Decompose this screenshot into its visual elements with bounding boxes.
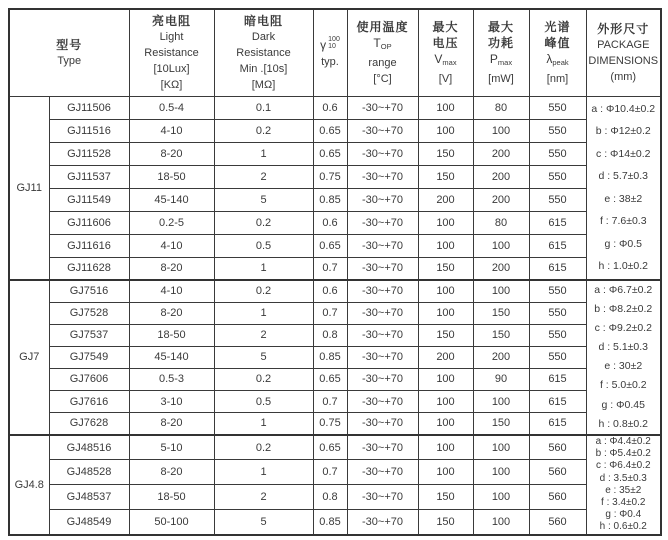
light-resistance-cell: 0.5-4 bbox=[129, 96, 214, 119]
temp-range-cell: -30~+70 bbox=[347, 368, 418, 390]
temp-range-cell: -30~+70 bbox=[347, 142, 418, 165]
spectral-peak-cell: 550 bbox=[529, 346, 586, 368]
table-row bbox=[9, 390, 661, 412]
max-power-cell: 100 bbox=[473, 119, 529, 142]
light-resistance-cell: 18-50 bbox=[129, 165, 214, 188]
max-power-cell: 150 bbox=[473, 302, 529, 324]
column-header-max-power: 最大 功耗 $P_{max}$ [mW] bbox=[473, 9, 529, 96]
max-voltage-cell: 100 bbox=[418, 280, 473, 302]
light-resistance-cell: 8-20 bbox=[129, 460, 214, 485]
gamma-cell: 0.7 bbox=[313, 257, 347, 280]
model-cell: GJ11528 bbox=[49, 142, 129, 165]
temp-range-cell: -30~+70 bbox=[347, 485, 418, 510]
temp-range-cell: -30~+70 bbox=[347, 413, 418, 435]
max-voltage-cell: 100 bbox=[418, 211, 473, 234]
gamma-cell: 0.75 bbox=[313, 413, 347, 435]
max-power-cell: 200 bbox=[473, 188, 529, 211]
dark-resistance-cell: 5 bbox=[214, 188, 313, 211]
dark-resistance-cell: 2 bbox=[214, 165, 313, 188]
temp-range-cell: -30~+70 bbox=[347, 390, 418, 412]
max-power-cell: 200 bbox=[473, 257, 529, 280]
table-row bbox=[9, 460, 661, 485]
model-cell: GJ7516 bbox=[49, 280, 129, 302]
max-power-cell: 100 bbox=[473, 280, 529, 302]
gamma-cell: 0.65 bbox=[313, 119, 347, 142]
model-cell: GJ11537 bbox=[49, 165, 129, 188]
max-power-cell: 100 bbox=[473, 234, 529, 257]
spectral-peak-cell: 550 bbox=[529, 142, 586, 165]
max-voltage-cell: 100 bbox=[418, 96, 473, 119]
dark-resistance-cell: 5 bbox=[214, 346, 313, 368]
light-resistance-cell: 45-140 bbox=[129, 188, 214, 211]
column-header-light-resistance: 亮电阻 Light Resistance [10Lux] [KΩ] bbox=[129, 9, 214, 96]
gamma-cell: 0.6 bbox=[313, 211, 347, 234]
max-power-cell: 90 bbox=[473, 368, 529, 390]
temp-range-cell: -30~+70 bbox=[347, 96, 418, 119]
dark-resistance-cell: 1 bbox=[214, 413, 313, 435]
model-cell: GJ48528 bbox=[49, 460, 129, 485]
gamma-cell: 0.65 bbox=[313, 435, 347, 460]
temp-range-cell: -30~+70 bbox=[347, 211, 418, 234]
max-voltage-cell: 100 bbox=[418, 390, 473, 412]
column-header-dark-resistance: 暗电阻 Dark Resistance Min .[10s] [MΩ] bbox=[214, 9, 313, 96]
gamma-cell: 0.85 bbox=[313, 346, 347, 368]
max-power-cell: 80 bbox=[473, 96, 529, 119]
max-voltage-cell: 150 bbox=[418, 165, 473, 188]
model-cell: GJ11606 bbox=[49, 211, 129, 234]
light-resistance-cell: 5-10 bbox=[129, 435, 214, 460]
spectral-peak-cell: 615 bbox=[529, 234, 586, 257]
dark-resistance-cell: 1 bbox=[214, 142, 313, 165]
table-row bbox=[9, 510, 661, 535]
dark-resistance-cell: 2 bbox=[214, 485, 313, 510]
table-row bbox=[9, 413, 661, 435]
spectral-peak-cell: 560 bbox=[529, 485, 586, 510]
dark-resistance-cell: 2 bbox=[214, 324, 313, 346]
max-voltage-cell: 150 bbox=[418, 510, 473, 535]
max-voltage-cell: 150 bbox=[418, 324, 473, 346]
light-resistance-cell: 50-100 bbox=[129, 510, 214, 535]
spectral-peak-cell: 615 bbox=[529, 390, 586, 412]
temp-range-cell: -30~+70 bbox=[347, 324, 418, 346]
temp-range-cell: -30~+70 bbox=[347, 302, 418, 324]
max-power-cell: 100 bbox=[473, 460, 529, 485]
dark-resistance-cell: 5 bbox=[214, 510, 313, 535]
max-voltage-cell: 150 bbox=[418, 485, 473, 510]
max-power-cell: 80 bbox=[473, 211, 529, 234]
model-cell: GJ11628 bbox=[49, 257, 129, 280]
spectral-peak-cell: 560 bbox=[529, 435, 586, 460]
light-resistance-cell: 18-50 bbox=[129, 324, 214, 346]
max-power-cell: 200 bbox=[473, 142, 529, 165]
spectral-peak-cell: 550 bbox=[529, 96, 586, 119]
max-power-cell: 100 bbox=[473, 390, 529, 412]
table-row bbox=[9, 257, 661, 280]
light-resistance-cell: 4-10 bbox=[129, 280, 214, 302]
column-header-spectral-peak: 光谱 峰值 $\lambda_{peak}$ [nm] bbox=[529, 9, 586, 96]
dark-resistance-cell: 0.2 bbox=[214, 119, 313, 142]
light-resistance-cell: 4-10 bbox=[129, 119, 214, 142]
table-header-row bbox=[9, 9, 661, 96]
spectral-peak-cell: 550 bbox=[529, 302, 586, 324]
max-power-cell: 100 bbox=[473, 510, 529, 535]
max-power-cell: 200 bbox=[473, 346, 529, 368]
temp-range-cell: -30~+70 bbox=[347, 257, 418, 280]
table-row bbox=[9, 302, 661, 324]
max-voltage-cell: 150 bbox=[418, 257, 473, 280]
column-header-operating-temperature: 使用温度 $T_{OP}$ range [°C] bbox=[347, 9, 418, 96]
table-row bbox=[9, 485, 661, 510]
light-resistance-cell: 4-10 bbox=[129, 234, 214, 257]
gamma-cell: 0.8 bbox=[313, 485, 347, 510]
light-resistance-cell: 0.2-5 bbox=[129, 211, 214, 234]
temp-range-cell: -30~+70 bbox=[347, 234, 418, 257]
max-voltage-cell: 100 bbox=[418, 435, 473, 460]
temp-range-cell: -30~+70 bbox=[347, 165, 418, 188]
dark-resistance-cell: 0.2 bbox=[214, 280, 313, 302]
light-resistance-cell: 3-10 bbox=[129, 390, 214, 412]
table-row bbox=[9, 346, 661, 368]
model-cell: GJ11616 bbox=[49, 234, 129, 257]
max-voltage-cell: 100 bbox=[418, 302, 473, 324]
table-row bbox=[9, 368, 661, 390]
table-row bbox=[9, 435, 661, 460]
photoresistor-spec-table bbox=[8, 8, 662, 536]
table-row bbox=[9, 234, 661, 257]
gamma-cell: 0.65 bbox=[313, 142, 347, 165]
package-dimensions-cell: a : Φ10.4±0.2 b : Φ12±0.2 c : Φ14±0.2 d : 5.7±0.3 e : 38±2 f : 7.6±0.3 g : Φ0.5 h : 1.0±0.2 bbox=[586, 96, 661, 280]
light-resistance-cell: 45-140 bbox=[129, 346, 214, 368]
max-voltage-cell: 100 bbox=[418, 413, 473, 435]
max-voltage-cell: 200 bbox=[418, 346, 473, 368]
group-label-GJ11: GJ11 bbox=[9, 96, 49, 280]
group-label-GJ4.8: GJ4.8 bbox=[9, 435, 49, 535]
dark-resistance-cell: 0.2 bbox=[214, 211, 313, 234]
gamma-cell: 0.65 bbox=[313, 368, 347, 390]
table-row bbox=[9, 188, 661, 211]
table-row bbox=[9, 211, 661, 234]
gamma-cell: 0.85 bbox=[313, 510, 347, 535]
spectral-peak-cell: 615 bbox=[529, 257, 586, 280]
dark-resistance-cell: 0.5 bbox=[214, 390, 313, 412]
light-resistance-cell: 18-50 bbox=[129, 485, 214, 510]
spectral-peak-cell: 550 bbox=[529, 119, 586, 142]
light-resistance-cell: 8-20 bbox=[129, 302, 214, 324]
dark-resistance-cell: 0.2 bbox=[214, 435, 313, 460]
spectral-peak-cell: 560 bbox=[529, 460, 586, 485]
column-header-type: 型号 Type bbox=[9, 9, 129, 96]
spectral-peak-cell: 615 bbox=[529, 413, 586, 435]
spectral-peak-cell: 550 bbox=[529, 188, 586, 211]
temp-range-cell: -30~+70 bbox=[347, 119, 418, 142]
dark-resistance-cell: 0.5 bbox=[214, 234, 313, 257]
table-row bbox=[9, 324, 661, 346]
table-body bbox=[9, 96, 661, 535]
model-cell: GJ7537 bbox=[49, 324, 129, 346]
dark-resistance-cell: 1 bbox=[214, 460, 313, 485]
max-voltage-cell: 100 bbox=[418, 368, 473, 390]
max-voltage-cell: 100 bbox=[418, 460, 473, 485]
spectral-peak-cell: 615 bbox=[529, 368, 586, 390]
model-cell: GJ48537 bbox=[49, 485, 129, 510]
model-cell: GJ7528 bbox=[49, 302, 129, 324]
dark-resistance-cell: 1 bbox=[214, 257, 313, 280]
table-row bbox=[9, 142, 661, 165]
temp-range-cell: -30~+70 bbox=[347, 188, 418, 211]
model-cell: GJ11506 bbox=[49, 96, 129, 119]
gamma-cell: 0.75 bbox=[313, 165, 347, 188]
table-row bbox=[9, 165, 661, 188]
spectral-peak-cell: 615 bbox=[529, 211, 586, 234]
table-row bbox=[9, 119, 661, 142]
gamma-cell: 0.85 bbox=[313, 188, 347, 211]
dark-resistance-cell: 0.2 bbox=[214, 368, 313, 390]
gamma-cell: 0.65 bbox=[313, 234, 347, 257]
gamma-cell: 0.6 bbox=[313, 280, 347, 302]
table-row bbox=[9, 96, 661, 119]
model-cell: GJ11549 bbox=[49, 188, 129, 211]
light-resistance-cell: 8-20 bbox=[129, 142, 214, 165]
temp-range-cell: -30~+70 bbox=[347, 510, 418, 535]
dark-resistance-cell: 1 bbox=[214, 302, 313, 324]
max-voltage-cell: 100 bbox=[418, 119, 473, 142]
gamma-cell: 0.7 bbox=[313, 390, 347, 412]
max-power-cell: 100 bbox=[473, 435, 529, 460]
temp-range-cell: -30~+70 bbox=[347, 346, 418, 368]
table-header bbox=[9, 9, 661, 96]
temp-range-cell: -30~+70 bbox=[347, 460, 418, 485]
spectral-peak-cell: 550 bbox=[529, 324, 586, 346]
model-cell: GJ11516 bbox=[49, 119, 129, 142]
model-cell: GJ7549 bbox=[49, 346, 129, 368]
max-voltage-cell: 150 bbox=[418, 142, 473, 165]
column-header-max-voltage: 最大 电压 $V_{max}$ [V] bbox=[418, 9, 473, 96]
light-resistance-cell: 0.5-3 bbox=[129, 368, 214, 390]
column-header-package-dimensions: 外形尺寸 PACKAGE DIMENSIONS (mm) bbox=[586, 9, 661, 96]
gamma-cell: 0.8 bbox=[313, 324, 347, 346]
max-power-cell: 200 bbox=[473, 165, 529, 188]
temp-range-cell: -30~+70 bbox=[347, 280, 418, 302]
package-dimensions-cell: a : Φ4.4±0.2 b : Φ5.4±0.2 c : Φ6.4±0.2 d : 3.5±0.3 e : 35±2 f : 3.4±0.2 g : Φ0.4 h : 0.6±0.2 bbox=[586, 435, 661, 535]
model-cell: GJ48516 bbox=[49, 435, 129, 460]
max-power-cell: 150 bbox=[473, 413, 529, 435]
max-power-cell: 100 bbox=[473, 485, 529, 510]
max-voltage-cell: 100 bbox=[418, 234, 473, 257]
model-cell: GJ48549 bbox=[49, 510, 129, 535]
gamma-cell: 0.7 bbox=[313, 302, 347, 324]
model-cell: GJ7616 bbox=[49, 390, 129, 412]
model-cell: GJ7606 bbox=[49, 368, 129, 390]
dark-resistance-cell: 0.1 bbox=[214, 96, 313, 119]
gamma-cell: 0.6 bbox=[313, 96, 347, 119]
package-dimensions-cell: a : Φ6.7±0.2 b : Φ8.2±0.2 c : Φ9.2±0.2 d : 5.1±0.3 e : 30±2 f : 5.0±0.2 g : Φ0.45 h : 0.8±0.2 bbox=[586, 280, 661, 435]
light-resistance-cell: 8-20 bbox=[129, 413, 214, 435]
spectral-peak-cell: 560 bbox=[529, 510, 586, 535]
spectral-peak-cell: 550 bbox=[529, 280, 586, 302]
gamma-cell: 0.7 bbox=[313, 460, 347, 485]
max-voltage-cell: 200 bbox=[418, 188, 473, 211]
spectral-peak-cell: 550 bbox=[529, 165, 586, 188]
temp-range-cell: -30~+70 bbox=[347, 435, 418, 460]
column-header-gamma: γ 100 10 typ. bbox=[313, 9, 347, 96]
table-row bbox=[9, 280, 661, 302]
max-power-cell: 150 bbox=[473, 324, 529, 346]
group-label-GJ7: GJ7 bbox=[9, 280, 49, 435]
model-cell: GJ7628 bbox=[49, 413, 129, 435]
light-resistance-cell: 8-20 bbox=[129, 257, 214, 280]
